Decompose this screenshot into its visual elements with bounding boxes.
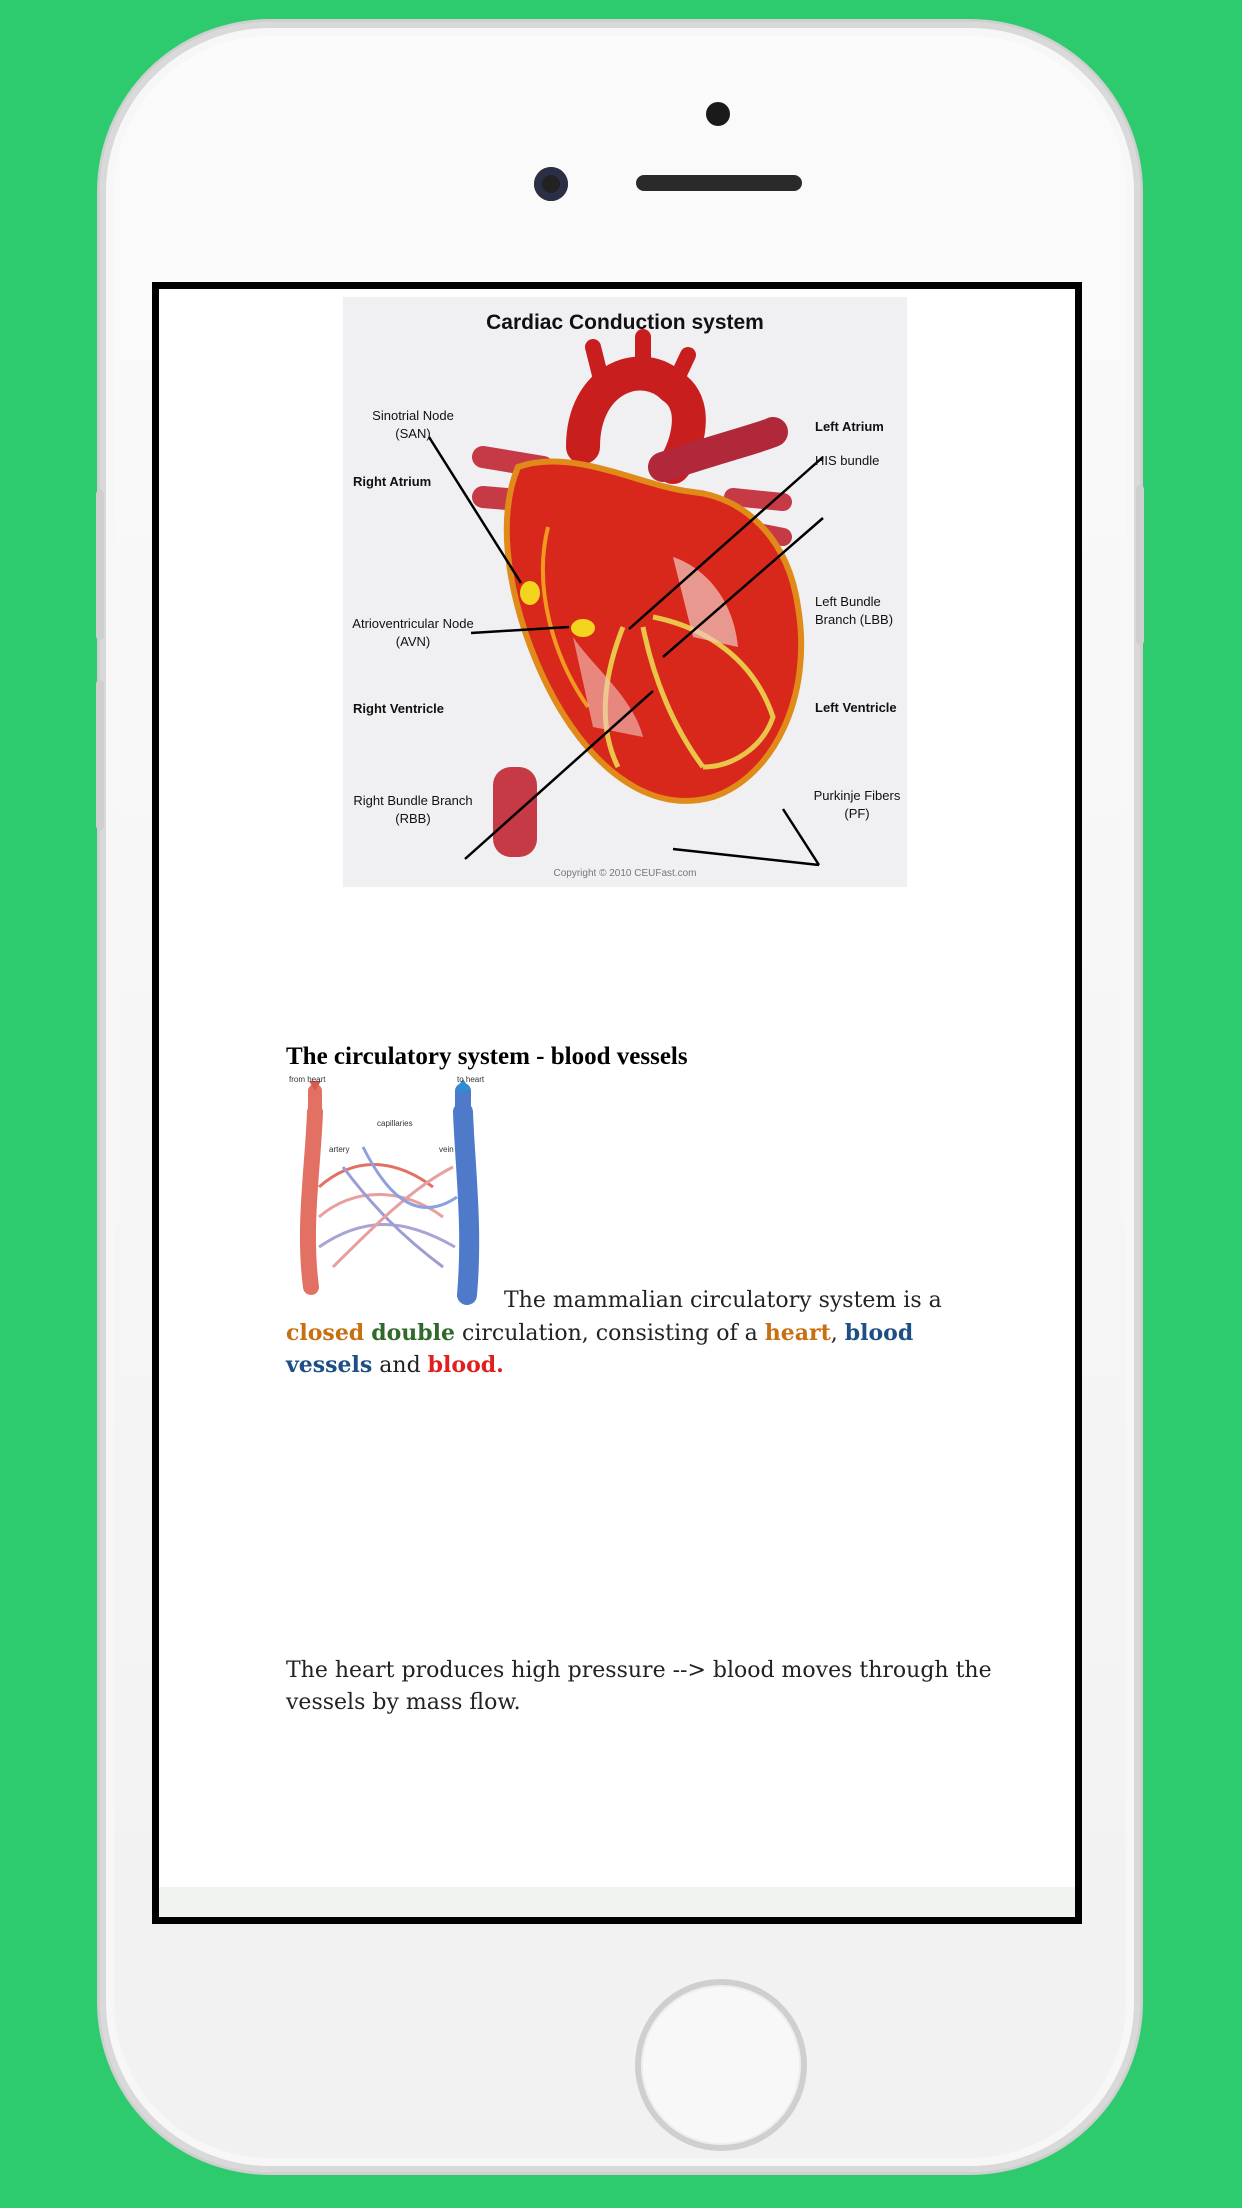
word-vessels: vessels xyxy=(286,1352,373,1378)
word-blood-1: blood xyxy=(844,1320,914,1346)
label-purkinje: Purkinje Fibers (PF) xyxy=(813,788,901,821)
label-lbb: Left Bundle Branch (LBB) xyxy=(815,594,894,627)
power-button[interactable] xyxy=(1136,485,1144,645)
blood-vessels-figure xyxy=(283,1077,503,1309)
word-blood: blood xyxy=(427,1352,497,1378)
section-title: The circulatory system - blood vessels xyxy=(286,1043,688,1070)
figure-copyright: Copyright © 2010 CEUFast.com xyxy=(553,868,697,879)
label-capillaries: capillaries xyxy=(377,1119,413,1128)
label-left-ventricle: Left Ventricle xyxy=(815,700,897,715)
label-vein: vein xyxy=(439,1145,454,1154)
label-right-atrium: Right Atrium xyxy=(353,474,432,489)
pressure-text-line2: vessels by mass flow. xyxy=(286,1690,521,1715)
pressure-text-line1: The heart produces high pressure --> blood moves through the xyxy=(286,1658,992,1683)
front-camera xyxy=(534,167,568,201)
label-san: Sinotrial Node (SAN) xyxy=(372,408,454,441)
text-comma: , xyxy=(830,1321,845,1346)
label-to-heart: to heart xyxy=(457,1075,485,1084)
label-avn: Atrioventricular Node (AVN) xyxy=(352,616,474,649)
volume-up-button[interactable] xyxy=(96,490,104,640)
label-his-bundle: HIS bundle xyxy=(815,453,880,468)
label-from-heart: from heart xyxy=(289,1075,326,1084)
volume-down-button[interactable] xyxy=(96,680,104,830)
label-artery: artery xyxy=(329,1145,350,1154)
home-button[interactable] xyxy=(635,1979,807,2151)
earpiece-speaker xyxy=(636,175,802,191)
word-double: double xyxy=(371,1320,455,1346)
label-rbb: Right Bundle Branch (RBB) xyxy=(353,793,473,826)
vessels-illustration xyxy=(283,1077,503,1309)
label-left-atrium: Left Atrium xyxy=(815,419,884,434)
proximity-sensor xyxy=(706,102,730,126)
cardiac-conduction-figure xyxy=(343,297,907,887)
text-and: and xyxy=(372,1353,428,1378)
screen-bottom-bar xyxy=(159,1887,1075,1917)
text-circulation: circulation, consisting of a xyxy=(455,1321,765,1346)
text-period: . xyxy=(496,1352,504,1378)
word-heart: heart xyxy=(764,1320,831,1346)
intro-text: The mammalian circulatory system is a xyxy=(504,1288,942,1313)
intro-text-line3 xyxy=(286,1349,504,1382)
word-closed: closed xyxy=(286,1320,365,1346)
figure-title: Cardiac Conduction system xyxy=(486,311,764,334)
intro-text-continued xyxy=(286,1317,913,1350)
phone-screen xyxy=(152,282,1082,1924)
label-right-ventricle: Right Ventricle xyxy=(353,701,445,716)
